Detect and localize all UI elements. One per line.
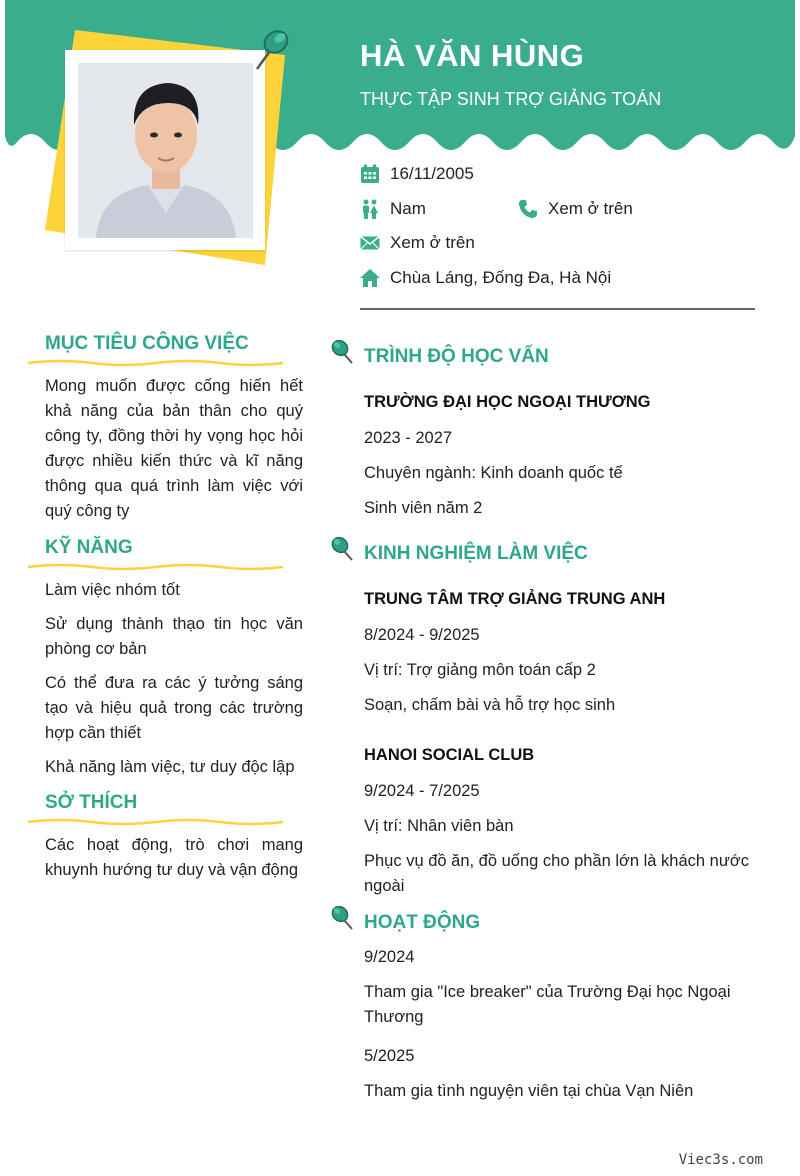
gender-value: Nam [390,199,426,218]
job-description: Phục vụ đồ ăn, đồ uống cho phần lớn là khách nước ngoài [364,852,749,895]
job-period: 9/2024 - 7/2025 [364,782,480,800]
contact-divider [360,308,755,310]
contact-gender [360,199,426,219]
school-name: TRƯỜNG ĐẠI HỌC NGOẠI THƯƠNG [364,393,651,411]
phone-value: Xem ở trên [548,199,633,218]
activities-section [330,903,750,1104]
activity-date: 5/2025 [364,1047,415,1065]
education-heading [330,337,750,371]
right-column [330,337,750,1104]
education-year: Sinh viên năm 2 [364,499,483,517]
pushpin-icon [330,903,356,931]
education-heading-text: TRÌNH ĐỘ HỌC VẤN [364,346,549,367]
skill-item: Làm việc nhóm tốt [45,581,180,599]
calendar-icon [360,164,380,184]
objective-heading: MỤC TIÊU CÔNG VIỆC [45,333,249,354]
experience-heading [330,534,750,568]
watermark: Viec3s.com [678,1152,763,1168]
contact-email [360,233,475,253]
hobbies-text: Các hoạt động, trò chơi mang khuynh hướng tư duy và vận động [45,836,303,879]
hobbies-section [28,789,303,883]
person-portrait-icon [78,63,253,238]
skill-item: Có thể đưa ra các ý tưởng sáng tạo và hiệu quả trong các trường hợp cần thiết [45,674,303,742]
activity-entry [330,1030,750,1104]
objective-text: Mong muốn được cống hiến hết khả năng của bản thân cho quý công ty, đồng thời hy vọng học hỏi được nhiều kiến thức và kĩ năng thông qua quá trình làm việc với quý công ty [45,377,303,520]
activity-description: Tham gia tình nguyện viên tại chùa Vạn Niên [364,1082,694,1100]
contact-phone [518,199,633,219]
job-org: TRUNG TÂM TRỢ GIẢNG TRUNG ANH [364,590,666,608]
contact-address [360,268,611,288]
hobbies-heading: SỞ THÍCH [45,792,138,813]
job-entry [330,718,750,899]
birthdate-value: 16/11/2005 [390,164,474,183]
contact-birthdate [360,164,474,184]
candidate-name: HÀ VĂN HÙNG [360,38,585,73]
job-title: THỰC TẬP SINH TRỢ GIẢNG TOÁN [360,89,662,109]
email-icon [360,233,380,253]
pushpin-icon [330,534,356,562]
skill-item: Khả năng làm việc, tư duy độc lập [45,758,295,776]
photo-frame [65,50,265,250]
gender-icon [360,199,380,219]
experience-heading-text: KINH NGHIỆM LÀM VIỆC [364,543,588,564]
wavy-underline [28,358,283,368]
activity-description: Tham gia "Ice breaker" của Trường Đại học Ngoại Thương [364,983,731,1026]
job-position: Vị trí: Nhân viên bàn [364,817,514,835]
education-period: 2023 - 2027 [364,429,453,447]
email-value: Xem ở trên [390,233,475,252]
skills-section [28,534,303,780]
skills-heading: KỸ NĂNG [45,537,133,558]
pushpin-icon [330,337,356,365]
profile-photo-block [40,25,300,275]
experience-section [330,534,750,899]
activity-entry [330,937,750,1030]
job-org: HANOI SOCIAL CLUB [364,746,535,764]
wavy-underline [28,562,283,572]
left-column [28,330,303,893]
pushpin-icon [248,25,292,73]
address-value: Chùa Láng, Đống Đa, Hà Nội [390,268,612,287]
job-period: 8/2024 - 9/2025 [364,626,480,644]
education-section [330,337,750,521]
wavy-underline [28,817,283,827]
activities-heading-text: HOẠT ĐỘNG [364,912,481,933]
education-major: Chuyên ngành: Kinh doanh quốc tế [364,464,623,482]
home-icon [360,268,380,288]
avatar [78,63,253,238]
job-entry [330,568,750,718]
job-position: Vị trí: Trợ giảng môn toán cấp 2 [364,661,596,679]
activities-heading [330,903,750,937]
phone-icon [518,199,538,219]
objective-section [28,330,303,524]
job-description: Soạn, chấm bài và hỗ trợ học sinh [364,696,616,714]
activity-date: 9/2024 [364,948,415,966]
skill-item: Sử dụng thành thạo tin học văn phòng cơ bản [45,615,303,658]
